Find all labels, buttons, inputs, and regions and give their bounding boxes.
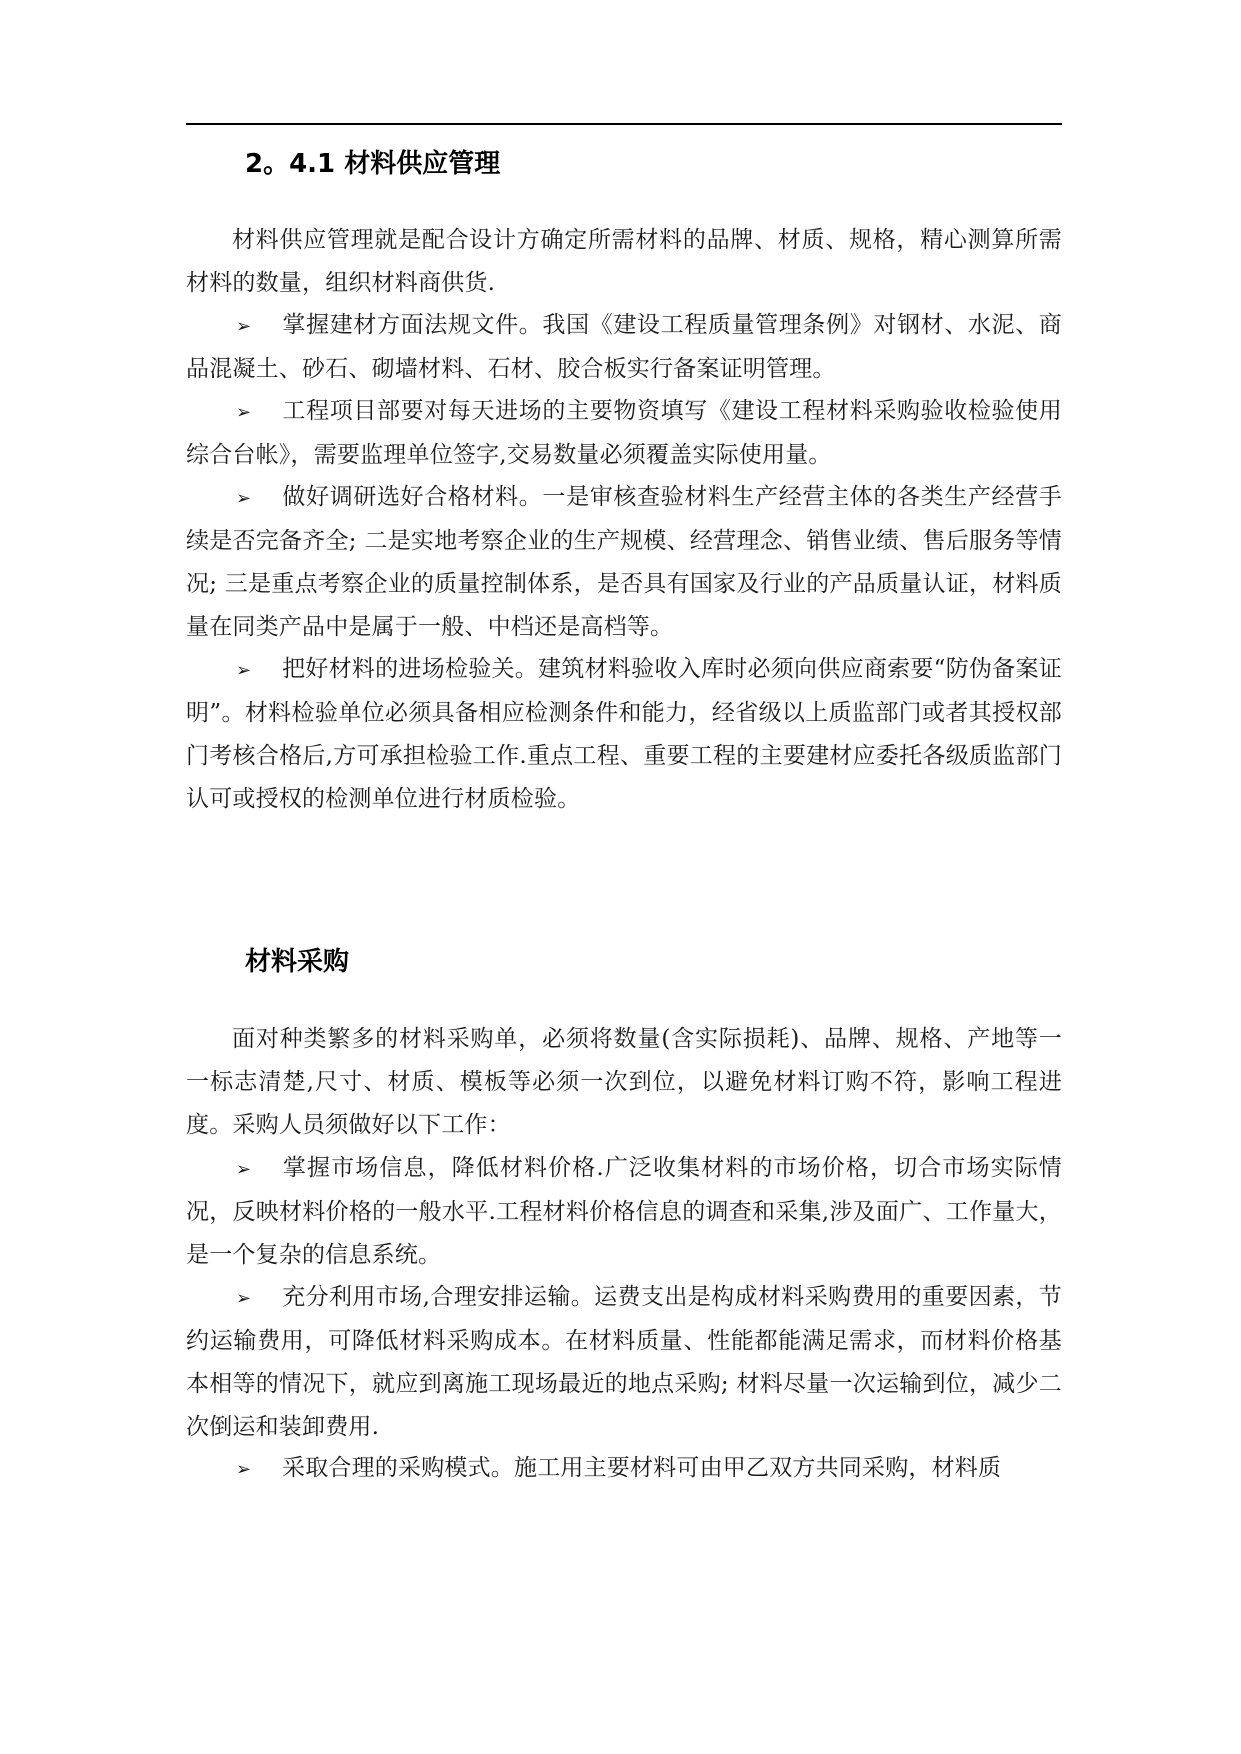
bullet-text: 掌握市场信息，降低材料价格.广泛收集材料的市场价格，切合市场实际情况，反映材料价格的一般水平.工程材料价格信息的调查和采集,涉及面广、工作量大，是一个复杂的信息系统。 (186, 1155, 1062, 1268)
arrowhead-bullet-icon: ➢ (236, 1159, 252, 1180)
section1-bullet-3 (186, 476, 1062, 649)
bullet-text: 充分利用市场,合理安排运输。运费支出是构成材料采购费用的重要因素，节约运输费用，可降低材料采购成本。在材料质量、性能都能满足需求，而材料价格基本相等的情况下，就应到离施工现场最近的地点采购; 材料尽量一次运输到位，减少二次倒运和装卸费用. (186, 1284, 1062, 1440)
section-heading-material-procurement: 材料采购 (245, 947, 350, 977)
arrowhead-bullet-icon: ➢ (236, 402, 252, 423)
section2-bullet-1 (186, 1147, 1062, 1277)
section1-bullet-2 (186, 390, 1062, 477)
section-heading-2-4-1: 2。4.1 材料供应管理 (245, 149, 501, 179)
bullet-text: 采取合理的采购模式。施工用主要材料可由甲乙双方共同采购，材料质 (282, 1455, 1002, 1481)
arrowhead-bullet-icon: ➢ (236, 488, 252, 509)
bullet-text: 做好调研选好合格材料。一是审核查验材料生产经营主体的各类生产经营手续是否完备齐全; 二是实地考察企业的生产规模、经营理念、销售业绩、售后服务等情况; 三是重点考察企业的质量控制体系，是否具有国家及行业的产品质量认证，材料质量在同类产品中是属于一般、中档还是高档等。 (186, 484, 1062, 640)
arrowhead-bullet-icon: ➢ (236, 1459, 252, 1480)
arrowhead-bullet-icon: ➢ (236, 1288, 252, 1309)
bullet-text: 工程项目部要对每天进场的主要物资填写《建设工程材料采购验收检验使用综合台帐》，需要监理单位签字,交易数量必须覆盖实际使用量。 (186, 398, 1062, 468)
section1-bullet-1 (186, 304, 1062, 391)
section2-bullet-2 (186, 1276, 1062, 1449)
arrowhead-bullet-icon: ➢ (236, 660, 252, 681)
arrowhead-bullet-icon: ➢ (236, 316, 252, 337)
header-rule (186, 123, 1062, 125)
section2-bullet-3 (186, 1447, 1062, 1491)
section1-intro-paragraph: 材料供应管理就是配合设计方确定所需材料的品牌、材质、规格，精心测算所需材料的数量，组织材料商供货. (186, 227, 1062, 296)
section2-intro-paragraph: 面对种类繁多的材料采购单，必须将数量(含实际损耗)、品牌、规格、产地等一一标志清楚,尺寸、材质、模板等必须一次到位，以避免材料订购不符，影响工程进度。采购人员须做好以下工作： (186, 1026, 1062, 1138)
section1-bullet-4 (186, 648, 1062, 821)
bullet-text: 把好材料的进场检验关。建筑材料验收入库时必须向供应商索要“防伪备案证明”。材料检验单位必须具备相应检测条件和能力，经省级以上质监部门或者其授权部门考核合格后,方可承担检验工作.重点工程、重要工程的主要建材应委托各级质监部门认可或授权的检测单位进行材质检验。 (186, 656, 1062, 812)
bullet-text: 掌握建材方面法规文件。我国《建设工程质量管理条例》对钢材、水泥、商品混凝土、砂石、砌墙材料、石材、胶合板实行备案证明管理。 (186, 312, 1062, 382)
